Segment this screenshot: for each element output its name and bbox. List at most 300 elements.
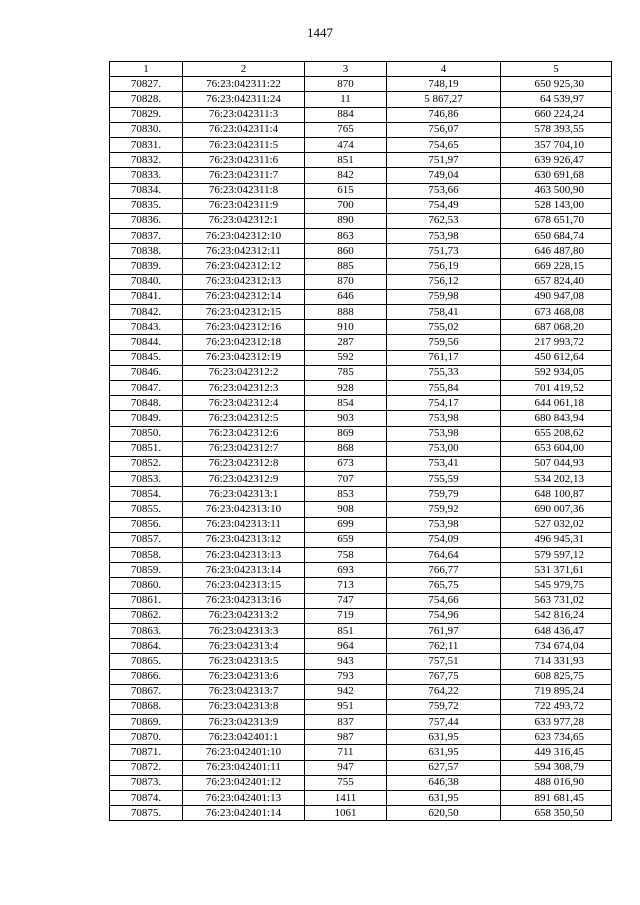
unit-value-cell: 764,22 xyxy=(387,684,501,699)
unit-value-cell: 764,64 xyxy=(387,548,501,563)
cadastral-value-cell: 891 681,45 xyxy=(501,791,612,806)
table-row xyxy=(110,593,612,608)
table-row xyxy=(110,77,612,92)
cadastral-value-cell: 357 704,10 xyxy=(501,137,612,152)
row-number-cell: 70869. xyxy=(110,715,183,730)
cadastral-number-cell: 76:23:042401:12 xyxy=(183,775,305,790)
area-cell: 719 xyxy=(305,608,387,623)
unit-value-cell: 755,33 xyxy=(387,365,501,380)
cadastral-number-cell: 76:23:042401:14 xyxy=(183,806,305,821)
row-number-cell: 70853. xyxy=(110,472,183,487)
cadastral-number-cell: 76:23:042311:5 xyxy=(183,137,305,152)
header-cell-3: 3 xyxy=(305,62,387,77)
row-number-cell: 70842. xyxy=(110,305,183,320)
area-cell: 785 xyxy=(305,365,387,380)
cadastral-number-cell: 76:23:042311:8 xyxy=(183,183,305,198)
unit-value-cell: 748,19 xyxy=(387,77,501,92)
table-row xyxy=(110,229,612,244)
cadastral-value-cell: 630 691,68 xyxy=(501,168,612,183)
table-header-row xyxy=(110,62,612,77)
cadastral-value-cell: 648 100,87 xyxy=(501,487,612,502)
cadastral-value-cell: 217 993,72 xyxy=(501,335,612,350)
table-row xyxy=(110,441,612,456)
row-number-cell: 70846. xyxy=(110,365,183,380)
cadastral-number-cell: 76:23:042312:1 xyxy=(183,213,305,228)
table-row xyxy=(110,396,612,411)
cadastral-number-cell: 76:23:042313:8 xyxy=(183,699,305,714)
cadastral-number-cell: 76:23:042312:16 xyxy=(183,320,305,335)
cadastral-number-cell: 76:23:042313:14 xyxy=(183,563,305,578)
cadastral-number-cell: 76:23:042312:14 xyxy=(183,289,305,304)
row-number-cell: 70861. xyxy=(110,593,183,608)
table-row xyxy=(110,791,612,806)
cadastral-number-cell: 76:23:042312:13 xyxy=(183,274,305,289)
area-cell: 890 xyxy=(305,213,387,228)
row-number-cell: 70848. xyxy=(110,396,183,411)
cadastral-value-cell: 563 731,02 xyxy=(501,593,612,608)
cadastral-number-cell: 76:23:042312:4 xyxy=(183,396,305,411)
row-number-cell: 70838. xyxy=(110,244,183,259)
table-row xyxy=(110,411,612,426)
unit-value-cell: 753,98 xyxy=(387,411,501,426)
row-number-cell: 70852. xyxy=(110,456,183,471)
area-cell: 863 xyxy=(305,229,387,244)
unit-value-cell: 754,09 xyxy=(387,532,501,547)
cadastral-value-table xyxy=(109,61,612,821)
cadastral-value-cell: 650 684,74 xyxy=(501,229,612,244)
row-number-cell: 70841. xyxy=(110,289,183,304)
unit-value-cell: 627,57 xyxy=(387,760,501,775)
header-cell-5: 5 xyxy=(501,62,612,77)
cadastral-number-cell: 76:23:042311:3 xyxy=(183,107,305,122)
area-cell: 615 xyxy=(305,183,387,198)
table-row xyxy=(110,137,612,152)
area-cell: 885 xyxy=(305,259,387,274)
row-number-cell: 70847. xyxy=(110,380,183,395)
table-row xyxy=(110,305,612,320)
table-row xyxy=(110,806,612,821)
table-row xyxy=(110,730,612,745)
cadastral-value-cell: 678 651,70 xyxy=(501,213,612,228)
unit-value-cell: 767,75 xyxy=(387,669,501,684)
cadastral-number-cell: 76:23:042311:9 xyxy=(183,198,305,213)
table-row xyxy=(110,122,612,137)
cadastral-number-cell: 76:23:042312:5 xyxy=(183,411,305,426)
cadastral-number-cell: 76:23:042311:4 xyxy=(183,122,305,137)
cadastral-value-cell: 655 208,62 xyxy=(501,426,612,441)
cadastral-number-cell: 76:23:042313:16 xyxy=(183,593,305,608)
header-cell-4: 4 xyxy=(387,62,501,77)
unit-value-cell: 755,59 xyxy=(387,472,501,487)
area-cell: 700 xyxy=(305,198,387,213)
table-row xyxy=(110,760,612,775)
table-row xyxy=(110,699,612,714)
area-cell: 646 xyxy=(305,289,387,304)
unit-value-cell: 756,12 xyxy=(387,274,501,289)
table-row xyxy=(110,487,612,502)
unit-value-cell: 762,53 xyxy=(387,213,501,228)
row-number-cell: 70866. xyxy=(110,669,183,684)
cadastral-number-cell: 76:23:042312:10 xyxy=(183,229,305,244)
cadastral-number-cell: 76:23:042311:24 xyxy=(183,92,305,107)
table-row xyxy=(110,775,612,790)
row-number-cell: 70829. xyxy=(110,107,183,122)
cadastral-value-cell: 687 068,20 xyxy=(501,320,612,335)
area-cell: 942 xyxy=(305,684,387,699)
cadastral-value-cell: 680 843,94 xyxy=(501,411,612,426)
area-cell: 869 xyxy=(305,426,387,441)
row-number-cell: 70835. xyxy=(110,198,183,213)
unit-value-cell: 753,41 xyxy=(387,456,501,471)
unit-value-cell: 754,66 xyxy=(387,593,501,608)
area-cell: 592 xyxy=(305,350,387,365)
unit-value-cell: 751,73 xyxy=(387,244,501,259)
unit-value-cell: 5 867,27 xyxy=(387,92,501,107)
row-number-cell: 70840. xyxy=(110,274,183,289)
area-cell: 853 xyxy=(305,487,387,502)
area-cell: 11 xyxy=(305,92,387,107)
area-cell: 837 xyxy=(305,715,387,730)
table-row xyxy=(110,107,612,122)
row-number-cell: 70832. xyxy=(110,153,183,168)
area-cell: 1061 xyxy=(305,806,387,821)
area-cell: 870 xyxy=(305,274,387,289)
table-row xyxy=(110,502,612,517)
table-row xyxy=(110,168,612,183)
cadastral-value-cell: 650 925,30 xyxy=(501,77,612,92)
area-cell: 699 xyxy=(305,517,387,532)
cadastral-number-cell: 76:23:042312:7 xyxy=(183,441,305,456)
row-number-cell: 70859. xyxy=(110,563,183,578)
table-row xyxy=(110,548,612,563)
row-number-cell: 70860. xyxy=(110,578,183,593)
row-number-cell: 70875. xyxy=(110,806,183,821)
table-row xyxy=(110,517,612,532)
cadastral-number-cell: 76:23:042312:18 xyxy=(183,335,305,350)
cadastral-value-cell: 657 824,40 xyxy=(501,274,612,289)
unit-value-cell: 766,77 xyxy=(387,563,501,578)
table-row xyxy=(110,183,612,198)
table-row xyxy=(110,623,612,638)
area-cell: 884 xyxy=(305,107,387,122)
area-cell: 765 xyxy=(305,122,387,137)
cadastral-number-cell: 76:23:042401:1 xyxy=(183,730,305,745)
cadastral-value-cell: 639 926,47 xyxy=(501,153,612,168)
area-cell: 474 xyxy=(305,137,387,152)
unit-value-cell: 754,96 xyxy=(387,608,501,623)
cadastral-value-cell: 734 674,04 xyxy=(501,639,612,654)
area-cell: 870 xyxy=(305,77,387,92)
row-number-cell: 70868. xyxy=(110,699,183,714)
cadastral-number-cell: 76:23:042401:13 xyxy=(183,791,305,806)
row-number-cell: 70831. xyxy=(110,137,183,152)
area-cell: 842 xyxy=(305,168,387,183)
cadastral-value-cell: 608 825,75 xyxy=(501,669,612,684)
table-row xyxy=(110,365,612,380)
cadastral-number-cell: 76:23:042313:3 xyxy=(183,623,305,638)
table-row xyxy=(110,456,612,471)
area-cell: 987 xyxy=(305,730,387,745)
area-cell: 943 xyxy=(305,654,387,669)
area-cell: 755 xyxy=(305,775,387,790)
row-number-cell: 70857. xyxy=(110,532,183,547)
row-number-cell: 70850. xyxy=(110,426,183,441)
table-row xyxy=(110,745,612,760)
area-cell: 860 xyxy=(305,244,387,259)
table-row xyxy=(110,563,612,578)
unit-value-cell: 759,72 xyxy=(387,699,501,714)
area-cell: 713 xyxy=(305,578,387,593)
area-cell: 908 xyxy=(305,502,387,517)
cadastral-number-cell: 76:23:042312:15 xyxy=(183,305,305,320)
cadastral-value-cell: 592 934,05 xyxy=(501,365,612,380)
cadastral-value-cell: 714 331,93 xyxy=(501,654,612,669)
area-cell: 851 xyxy=(305,623,387,638)
cadastral-value-cell: 594 308,79 xyxy=(501,760,612,775)
area-cell: 711 xyxy=(305,745,387,760)
cadastral-value-cell: 669 228,15 xyxy=(501,259,612,274)
area-cell: 673 xyxy=(305,456,387,471)
area-cell: 854 xyxy=(305,396,387,411)
cadastral-value-cell: 633 977,28 xyxy=(501,715,612,730)
row-number-cell: 70858. xyxy=(110,548,183,563)
cadastral-number-cell: 76:23:042313:15 xyxy=(183,578,305,593)
unit-value-cell: 756,19 xyxy=(387,259,501,274)
row-number-cell: 70870. xyxy=(110,730,183,745)
cadastral-number-cell: 76:23:042313:12 xyxy=(183,532,305,547)
cadastral-value-cell: 719 895,24 xyxy=(501,684,612,699)
unit-value-cell: 646,38 xyxy=(387,775,501,790)
area-cell: 793 xyxy=(305,669,387,684)
table-row xyxy=(110,92,612,107)
cadastral-number-cell: 76:23:042312:11 xyxy=(183,244,305,259)
area-cell: 951 xyxy=(305,699,387,714)
table-row xyxy=(110,350,612,365)
row-number-cell: 70867. xyxy=(110,684,183,699)
cadastral-number-cell: 76:23:042312:3 xyxy=(183,380,305,395)
cadastral-value-cell: 646 487,80 xyxy=(501,244,612,259)
cadastral-value-cell: 579 597,12 xyxy=(501,548,612,563)
table-row xyxy=(110,213,612,228)
cadastral-value-cell: 531 371,61 xyxy=(501,563,612,578)
unit-value-cell: 759,92 xyxy=(387,502,501,517)
area-cell: 747 xyxy=(305,593,387,608)
cadastral-value-cell: 701 419,52 xyxy=(501,380,612,395)
table-row xyxy=(110,259,612,274)
cadastral-number-cell: 76:23:042312:2 xyxy=(183,365,305,380)
table-row xyxy=(110,274,612,289)
cadastral-value-cell: 534 202,13 xyxy=(501,472,612,487)
row-number-cell: 70862. xyxy=(110,608,183,623)
area-cell: 947 xyxy=(305,760,387,775)
unit-value-cell: 755,02 xyxy=(387,320,501,335)
row-number-cell: 70843. xyxy=(110,320,183,335)
cadastral-value-cell: 449 316,45 xyxy=(501,745,612,760)
row-number-cell: 70855. xyxy=(110,502,183,517)
table-row xyxy=(110,654,612,669)
row-number-cell: 70834. xyxy=(110,183,183,198)
cadastral-value-cell: 658 350,50 xyxy=(501,806,612,821)
page-number: 1447 xyxy=(307,25,333,40)
row-number-cell: 70837. xyxy=(110,229,183,244)
unit-value-cell: 757,51 xyxy=(387,654,501,669)
row-number-cell: 70849. xyxy=(110,411,183,426)
cadastral-number-cell: 76:23:042313:6 xyxy=(183,669,305,684)
table-row xyxy=(110,153,612,168)
unit-value-cell: 761,17 xyxy=(387,350,501,365)
unit-value-cell: 753,98 xyxy=(387,229,501,244)
header-cell-1: 1 xyxy=(110,62,183,77)
area-cell: 851 xyxy=(305,153,387,168)
cadastral-number-cell: 76:23:042313:7 xyxy=(183,684,305,699)
unit-value-cell: 756,07 xyxy=(387,122,501,137)
row-number-cell: 70863. xyxy=(110,623,183,638)
cadastral-value-cell: 488 016,90 xyxy=(501,775,612,790)
cadastral-number-cell: 76:23:042313:10 xyxy=(183,502,305,517)
cadastral-number-cell: 76:23:042401:10 xyxy=(183,745,305,760)
table-row xyxy=(110,426,612,441)
unit-value-cell: 754,65 xyxy=(387,137,501,152)
table-row xyxy=(110,532,612,547)
cadastral-value-cell: 653 604,00 xyxy=(501,441,612,456)
cadastral-value-cell: 660 224,24 xyxy=(501,107,612,122)
area-cell: 888 xyxy=(305,305,387,320)
unit-value-cell: 620,50 xyxy=(387,806,501,821)
unit-value-cell: 746,86 xyxy=(387,107,501,122)
unit-value-cell: 755,84 xyxy=(387,380,501,395)
cadastral-number-cell: 76:23:042311:7 xyxy=(183,168,305,183)
cadastral-value-cell: 496 945,31 xyxy=(501,532,612,547)
area-cell: 659 xyxy=(305,532,387,547)
row-number-cell: 70828. xyxy=(110,92,183,107)
cadastral-value-cell: 673 468,08 xyxy=(501,305,612,320)
row-number-cell: 70827. xyxy=(110,77,183,92)
table-row xyxy=(110,289,612,304)
table-row xyxy=(110,335,612,350)
unit-value-cell: 761,97 xyxy=(387,623,501,638)
table-row xyxy=(110,198,612,213)
area-cell: 910 xyxy=(305,320,387,335)
table-row xyxy=(110,578,612,593)
unit-value-cell: 762,11 xyxy=(387,639,501,654)
unit-value-cell: 631,95 xyxy=(387,745,501,760)
cadastral-value-cell: 644 061,18 xyxy=(501,396,612,411)
area-cell: 928 xyxy=(305,380,387,395)
cadastral-number-cell: 76:23:042312:8 xyxy=(183,456,305,471)
cadastral-value-cell: 578 393,55 xyxy=(501,122,612,137)
area-cell: 964 xyxy=(305,639,387,654)
table-row xyxy=(110,608,612,623)
row-number-cell: 70856. xyxy=(110,517,183,532)
cadastral-number-cell: 76:23:042313:13 xyxy=(183,548,305,563)
cadastral-value-cell: 542 816,24 xyxy=(501,608,612,623)
unit-value-cell: 753,98 xyxy=(387,426,501,441)
cadastral-value-cell: 527 032,02 xyxy=(501,517,612,532)
row-number-cell: 70865. xyxy=(110,654,183,669)
area-cell: 693 xyxy=(305,563,387,578)
cadastral-number-cell: 76:23:042311:6 xyxy=(183,153,305,168)
unit-value-cell: 754,49 xyxy=(387,198,501,213)
table-row xyxy=(110,684,612,699)
row-number-cell: 70836. xyxy=(110,213,183,228)
unit-value-cell: 753,00 xyxy=(387,441,501,456)
row-number-cell: 70872. xyxy=(110,760,183,775)
row-number-cell: 70851. xyxy=(110,441,183,456)
cadastral-number-cell: 76:23:042312:9 xyxy=(183,472,305,487)
cadastral-value-cell: 64 539,97 xyxy=(501,92,612,107)
cadastral-number-cell: 76:23:042313:9 xyxy=(183,715,305,730)
table-row xyxy=(110,472,612,487)
cadastral-value-cell: 450 612,64 xyxy=(501,350,612,365)
unit-value-cell: 753,66 xyxy=(387,183,501,198)
row-number-cell: 70844. xyxy=(110,335,183,350)
cadastral-value-cell: 722 493,72 xyxy=(501,699,612,714)
row-number-cell: 70845. xyxy=(110,350,183,365)
table-row xyxy=(110,639,612,654)
area-cell: 707 xyxy=(305,472,387,487)
cadastral-number-cell: 76:23:042313:4 xyxy=(183,639,305,654)
row-number-cell: 70830. xyxy=(110,122,183,137)
cadastral-number-cell: 76:23:042312:12 xyxy=(183,259,305,274)
header-cell-2: 2 xyxy=(183,62,305,77)
cadastral-value-cell: 648 436,47 xyxy=(501,623,612,638)
unit-value-cell: 749,04 xyxy=(387,168,501,183)
unit-value-cell: 631,95 xyxy=(387,791,501,806)
unit-value-cell: 765,75 xyxy=(387,578,501,593)
row-number-cell: 70873. xyxy=(110,775,183,790)
table-row xyxy=(110,669,612,684)
cadastral-value-cell: 507 044,93 xyxy=(501,456,612,471)
cadastral-number-cell: 76:23:042313:1 xyxy=(183,487,305,502)
cadastral-number-cell: 76:23:042312:6 xyxy=(183,426,305,441)
row-number-cell: 70864. xyxy=(110,639,183,654)
cadastral-value-cell: 690 007,36 xyxy=(501,502,612,517)
area-cell: 868 xyxy=(305,441,387,456)
cadastral-number-cell: 76:23:042313:5 xyxy=(183,654,305,669)
cadastral-number-cell: 76:23:042313:11 xyxy=(183,517,305,532)
row-number-cell: 70833. xyxy=(110,168,183,183)
table-row xyxy=(110,715,612,730)
table-row xyxy=(110,380,612,395)
cadastral-value-cell: 545 979,75 xyxy=(501,578,612,593)
row-number-cell: 70871. xyxy=(110,745,183,760)
cadastral-number-cell: 76:23:042312:19 xyxy=(183,350,305,365)
table-body xyxy=(110,62,612,821)
area-cell: 287 xyxy=(305,335,387,350)
unit-value-cell: 751,97 xyxy=(387,153,501,168)
unit-value-cell: 759,79 xyxy=(387,487,501,502)
unit-value-cell: 753,98 xyxy=(387,517,501,532)
row-number-cell: 70874. xyxy=(110,791,183,806)
cadastral-value-cell: 623 734,65 xyxy=(501,730,612,745)
unit-value-cell: 757,44 xyxy=(387,715,501,730)
area-cell: 1411 xyxy=(305,791,387,806)
area-cell: 903 xyxy=(305,411,387,426)
table-row xyxy=(110,244,612,259)
area-cell: 758 xyxy=(305,548,387,563)
unit-value-cell: 754,17 xyxy=(387,396,501,411)
unit-value-cell: 631,95 xyxy=(387,730,501,745)
row-number-cell: 70854. xyxy=(110,487,183,502)
cadastral-value-cell: 463 500,90 xyxy=(501,183,612,198)
table-row xyxy=(110,320,612,335)
unit-value-cell: 759,56 xyxy=(387,335,501,350)
cadastral-number-cell: 76:23:042311:22 xyxy=(183,77,305,92)
row-number-cell: 70839. xyxy=(110,259,183,274)
unit-value-cell: 758,41 xyxy=(387,305,501,320)
cadastral-number-cell: 76:23:042401:11 xyxy=(183,760,305,775)
cadastral-value-cell: 528 143,00 xyxy=(501,198,612,213)
